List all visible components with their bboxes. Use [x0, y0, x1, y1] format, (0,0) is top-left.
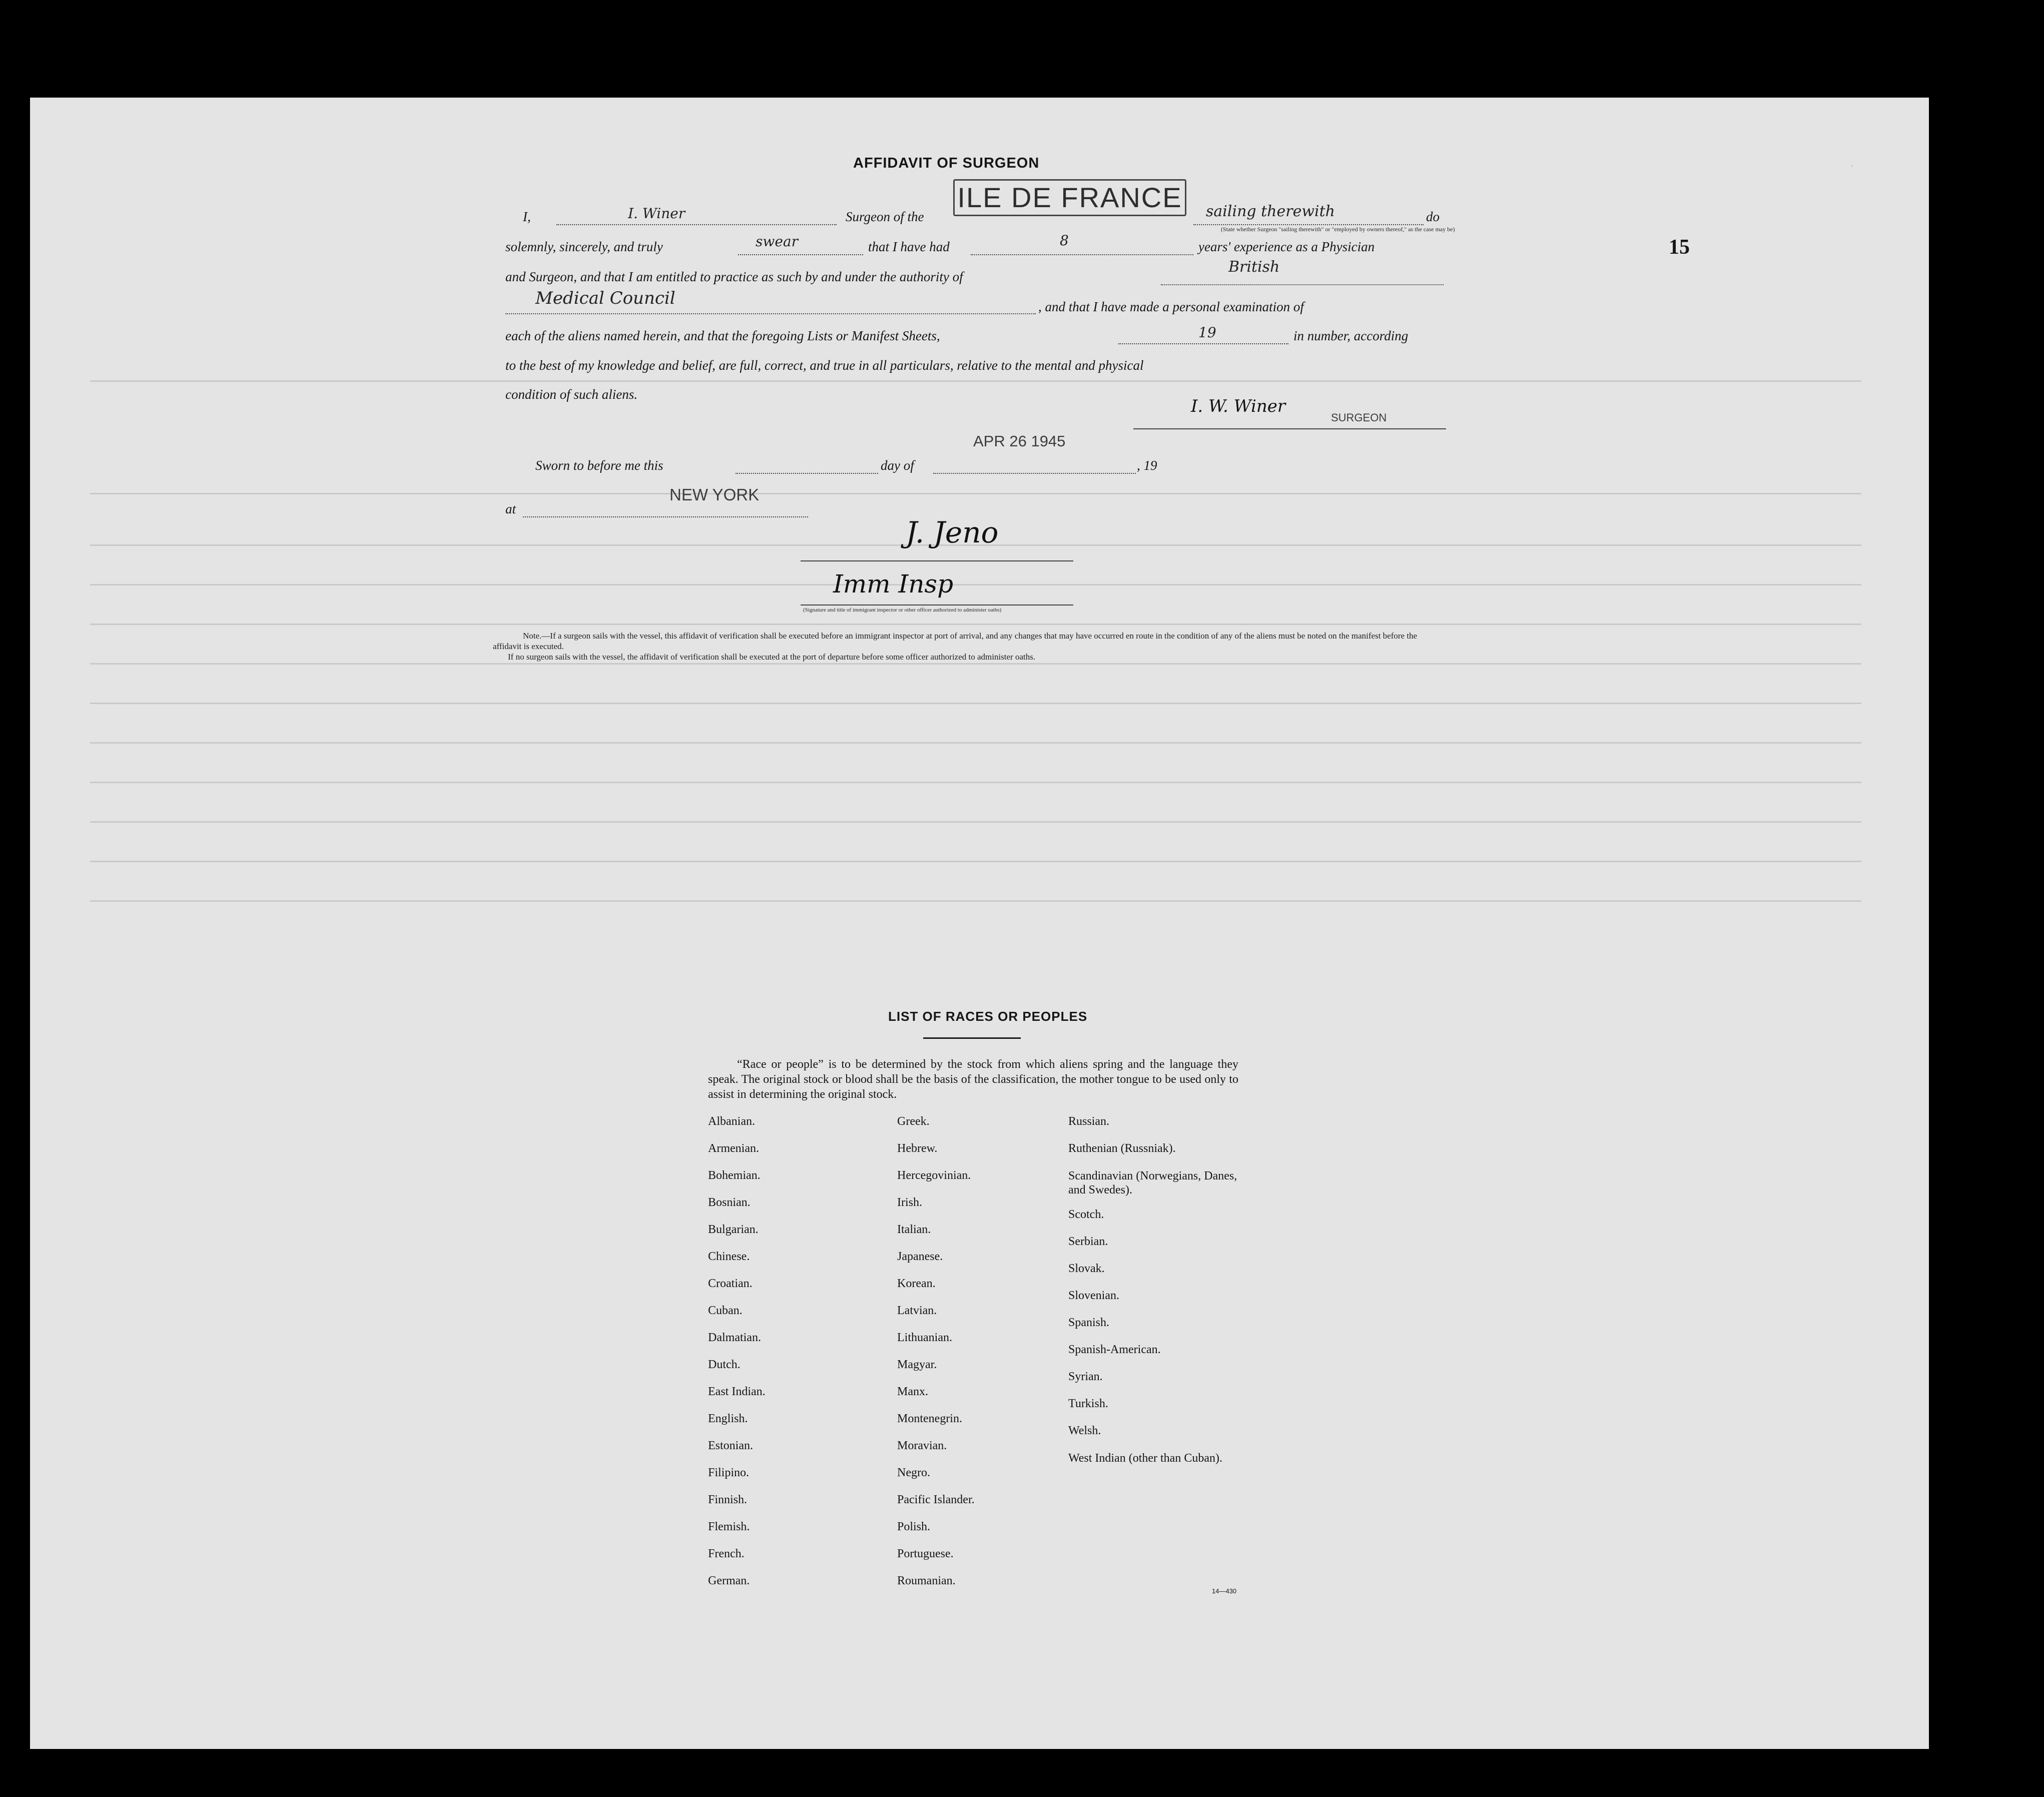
race-item: Magyar.	[897, 1358, 937, 1371]
document-page	[30, 98, 1929, 1749]
race-item: Roumanian.	[897, 1574, 956, 1587]
note-paragraph-1: Note.—If a surgeon sails with the vessel, this affidavit of verification shall be executed before an immigrant inspector at port of arrival, and any changes that may have occurred en route in the condition of any of the aliens must be noted on the manifest before the affidavit is executed.	[493, 631, 1418, 651]
affidavit-text: that I have had	[868, 239, 950, 254]
affidavit-text: day of	[881, 458, 914, 473]
affidavit-text: years' experience as a Physician	[1198, 239, 1375, 254]
race-item: Negro.	[897, 1466, 930, 1479]
at-place-stamp: NEW YORK	[669, 485, 760, 504]
race-item: Moravian.	[897, 1439, 947, 1452]
races-column-2	[897, 1115, 975, 1601]
race-item: Japanese.	[897, 1250, 943, 1263]
race-item: Serbian.	[1068, 1235, 1108, 1248]
race-item: Albanian.	[708, 1115, 755, 1128]
race-item: Dutch.	[708, 1358, 741, 1371]
race-item: Cuban.	[708, 1304, 743, 1317]
races-column-3	[1068, 1115, 1248, 1478]
race-item: Bohemian.	[708, 1169, 761, 1182]
races-title-rule	[923, 1037, 1021, 1039]
race-item: English.	[708, 1412, 748, 1425]
races-title: LIST OF RACES OR PEOPLES	[888, 1009, 1088, 1024]
sheets-value: 19	[1198, 324, 1216, 341]
affidavit-note	[493, 631, 1446, 662]
race-item: Portuguese.	[897, 1547, 954, 1560]
affidavit-text: and Surgeon, and that I am entitled to practice as such by and under the authority of	[505, 269, 963, 284]
note-paragraph-2: If no surgeon sails with the vessel, the affidavit of verification shall be executed at the port of departure before some officer authorized to administer oaths.	[508, 652, 1036, 662]
race-item: Greek.	[897, 1115, 930, 1128]
race-item: West Indian (other than Cuban).	[1068, 1452, 1222, 1465]
inspector-caption: (Signature and title of immigrant inspector or other officer authorized to administer oaths)	[803, 607, 1002, 613]
race-item: Slovenian.	[1068, 1289, 1119, 1302]
affidavit-text: do	[1426, 209, 1440, 224]
authority-line2: Medical Council	[535, 288, 675, 308]
race-item: Polish.	[897, 1520, 931, 1533]
page-number: 15	[1669, 236, 1690, 259]
surgeon-name: I. Winer	[628, 205, 686, 222]
race-item: Spanish-American.	[1068, 1343, 1161, 1356]
form-number: 14—430	[1212, 1587, 1237, 1595]
vessel-name-stamp: ILE DE FRANCE	[953, 179, 1186, 216]
affidavit-text: to the best of my knowledge and belief, are full, correct, and true in all particulars, relative to the mental and physical	[505, 358, 1144, 373]
surgeon-signature-title: SURGEON	[1331, 411, 1387, 424]
oath-word: swear	[756, 233, 798, 250]
race-item: Flemish.	[708, 1520, 750, 1533]
affidavit-text: I,	[523, 209, 531, 224]
race-item: Latvian.	[897, 1304, 937, 1317]
sworn-day-blank	[736, 473, 878, 474]
races-intro: “Race or people” is to be determined by the stock from which aliens spring and the language they speak. The original stock or blood shall be the basis of the classification, the mother tongue to be used only to assist in determining the original stock.	[708, 1058, 1238, 1101]
affidavit-text: condition of such aliens.	[505, 387, 637, 402]
inspector-title-line	[801, 605, 1073, 606]
race-item: Slovak.	[1068, 1262, 1105, 1275]
race-item: Hebrew.	[897, 1142, 938, 1155]
race-item: Manx.	[897, 1385, 928, 1398]
sailing-note: (State whether Surgeon "sailing therewith" or "employed by owners thereof," as the case may be)	[1221, 226, 1455, 233]
sheets-blank	[1118, 343, 1288, 344]
race-item: East Indian.	[708, 1385, 766, 1398]
affidavit-text: in number, according	[1293, 328, 1409, 343]
at-place-blank	[523, 516, 808, 517]
affidavit-text: Surgeon of the	[846, 209, 924, 224]
race-item: Estonian.	[708, 1439, 753, 1452]
race-item: Spanish.	[1068, 1316, 1110, 1329]
race-item: Bulgarian.	[708, 1223, 759, 1236]
race-item: Filipino.	[708, 1466, 750, 1479]
years-value: 8	[1060, 232, 1069, 249]
race-item: Finnish.	[708, 1493, 748, 1506]
affidavit-text: Sworn to before me this	[535, 458, 663, 473]
race-item: Hercegovinian.	[897, 1169, 971, 1182]
race-item: German.	[708, 1574, 750, 1587]
race-item: Italian.	[897, 1223, 931, 1236]
inspector-signature: J. Jeno	[906, 515, 999, 549]
sailing-status-blank	[1193, 224, 1424, 225]
race-item: Ruthenian (Russniak).	[1068, 1142, 1176, 1155]
years-blank	[971, 254, 1193, 255]
race-item: Pacific Islander.	[897, 1493, 975, 1506]
race-item: French.	[708, 1547, 745, 1560]
inspector-title: Imm Insp	[833, 569, 954, 598]
surgeon-signature: I. W. Winer	[1191, 396, 1286, 416]
sailing-status: sailing therewith	[1206, 203, 1335, 220]
races-column-1	[708, 1115, 766, 1601]
affidavit-title: AFFIDAVIT OF SURGEON	[853, 155, 1040, 171]
race-item: Syrian.	[1068, 1370, 1103, 1383]
race-item: Turkish.	[1068, 1397, 1108, 1410]
authority-blank	[1161, 284, 1444, 285]
authority-blank-2	[505, 313, 1036, 314]
at-label: at	[505, 501, 516, 516]
race-item: Bosnian.	[708, 1196, 751, 1209]
race-item: Armenian.	[708, 1142, 759, 1155]
race-item: Dalmatian.	[708, 1331, 761, 1344]
race-item: Korean.	[897, 1277, 936, 1290]
race-item: Scandinavian (Norwegians, Danes, and Swedes).	[1068, 1169, 1237, 1196]
surgeon-name-blank	[556, 224, 837, 225]
inspector-signature-line	[801, 560, 1073, 561]
race-item: Irish.	[897, 1196, 922, 1209]
sworn-month-blank	[933, 473, 1136, 474]
affidavit-text: , and that I have made a personal examination of	[1038, 299, 1304, 314]
affidavit-text: , 19	[1137, 458, 1157, 473]
race-item: Russian.	[1068, 1115, 1110, 1128]
race-item: Welsh.	[1068, 1424, 1101, 1437]
race-item: Croatian.	[708, 1277, 753, 1290]
sworn-date-stamp: APR 26 1945	[973, 432, 1066, 450]
affidavit-text: solemnly, sincerely, and truly	[505, 239, 663, 254]
race-item: Scotch.	[1068, 1208, 1104, 1221]
surgeon-signature-line	[1133, 428, 1446, 429]
oath-blank	[738, 254, 863, 255]
authority-line1: British	[1228, 258, 1280, 276]
race-item: Montenegrin.	[897, 1412, 962, 1425]
race-item: Lithuanian.	[897, 1331, 952, 1344]
affidavit-text: each of the aliens named herein, and that the foregoing Lists or Manifest Sheets,	[505, 328, 940, 343]
race-item: Chinese.	[708, 1250, 750, 1263]
